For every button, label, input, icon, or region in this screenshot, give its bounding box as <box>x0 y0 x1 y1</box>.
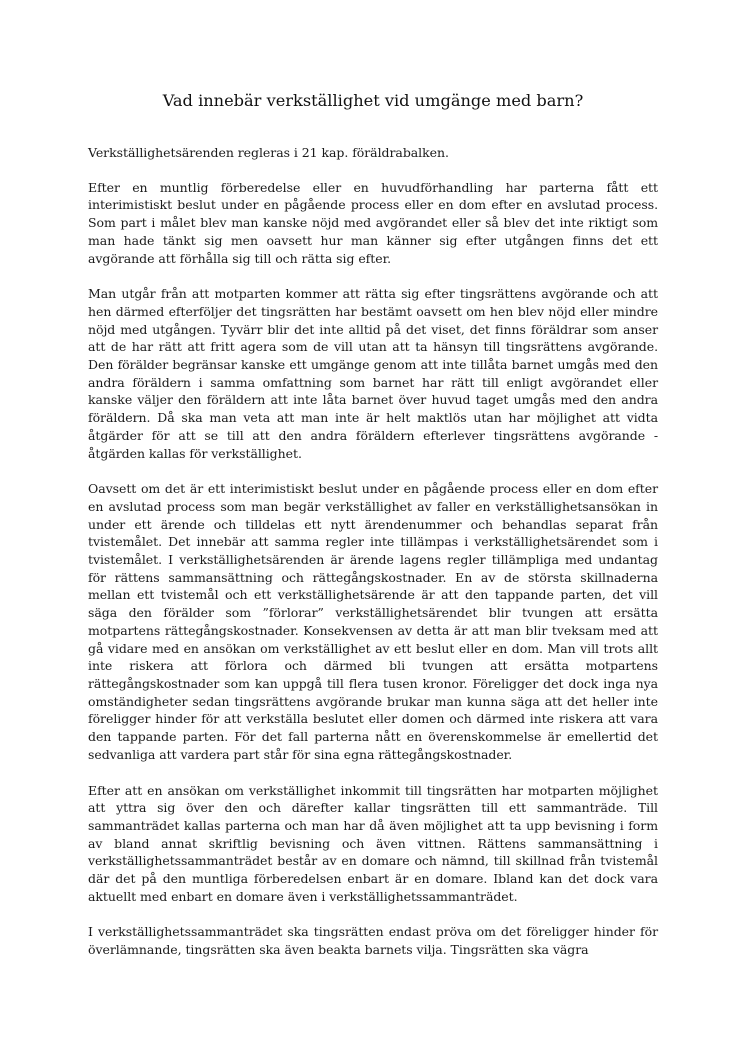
paragraph-noncompliance: Man utgår från att motparten kommer att rätta sig efter tingsrättens avgörande och att hen därmed efterföljer det tingsrätten har bestämt oavsett om hen blev nöjd eller mindre nöjd med utgången. Tyvärr blir det inte alltid på det viset, det finns föräldrar som anser att de har rätt att fritt agera som de vill utan att ta hänsyn till tingsrättens avgörande. Den förälder begränsar kanske ett umgänge genom att inte tillåta barnet umgås med den andra föräldern i samma omfattning som barnet har rätt till enligt avgörandet eller kanske väljer den föräldern att inte låta barnet över huvud taget umgås med den andra föräldern. Då ska man veta att man inte är helt maktlös utan har möjlighet att vidta åtgärder för att se till att den andra föräldern efterlever tingsrättens avgörande - åtgärden kallas för verkställighet. <box>88 286 658 461</box>
paragraph-assessment: I verkställighetssammanträdet ska tingsrätten endast pröva om det föreligger hinder för överlämnande, tingsrätten ska även beakta barnets vilja. Tingsrätten ska vägra <box>88 924 658 958</box>
document-title: Vad innebär verkställighet vid umgänge med barn? <box>162 91 584 110</box>
paragraph-hearing: Efter att en ansökan om verkställighet inkommit till tingsrätten har motparten möjlighet att yttra sig över den och därefter kallar tingsrätten till ett sammanträde. Till sammanträdet kallas parterna och man har då även möjlighet att ta upp bevisning i form av bland annat skriftlig bevisning och även vittnen. Rättens sammansättning i verkställighetssammanträdet består av en domare och nämnd, till skillnad från tvistemål där det på den muntliga förberedelsen enbart är en domare. Ibland kan det dock vara aktuellt med enbart en domare även i verkställighetssammanträdet. <box>88 782 658 904</box>
paragraph-background: Efter en muntlig förberedelse eller en huvudförhandling har parterna fått ett interimistiskt beslut under en pågående process eller en dom efter en avslutad process. Som part i målet blev man kanske nöjd med avgörandet eller så blev det inte riktigt som man hade tänkt sig men oavsett hur man känner sig efter utgången finns det ett avgörande att förhålla sig till och rätta sig efter. <box>88 179 658 266</box>
paragraph-intro: Verkställighetsärenden regleras i 21 kap. föräldrabalken. <box>88 145 449 160</box>
paragraph-procedure: Oavsett om det är ett interimistiskt beslut under en pågående process eller en dom efter en avslutad process som man begär verkställighet av faller en verkställighetsansökan in under ett ärende och tilldelas ett nytt ärendenummer och behandlas separat från tvistemålet. Det innebär att samma regler inte tillämpas i verkställighetsärendet som i tvistemålet. I verkställighetsärenden är ärende lagens regler tillämpliga med undantag för rättens sammansättning och rättegångskostnader. En av de största skillnaderna mellan ett tvistemål och ett verkställighetsärende är att den tappande parten, det vill säga den förälder som ”förlorar” verkställighetsärendet blir tvungen att ersätta motpartens rättegångskostnader. Konsekvensen av detta är att man blir tveksam med att gå vidare med en ansökan om verkställighet av ett beslut eller en dom. Man vill trots allt inte riskera att förlora och därmed bli tvungen att ersätta motpartens rättegångskostnader som kan uppgå till flera tusen kronor. Föreligger det dock inga nya omständigheter sedan tingsrättens avgörande brukar man kunna säga att det heller inte föreligger hinder för att verkställa beslutet eller domen och därmed inte riskera att vara den tappande parten. För det fall parterna nått en överenskommelse är emellertid det sedvanliga att vardera part står för sina egna rättegångskostnader. <box>88 481 658 762</box>
document-body <box>88 89 658 977</box>
